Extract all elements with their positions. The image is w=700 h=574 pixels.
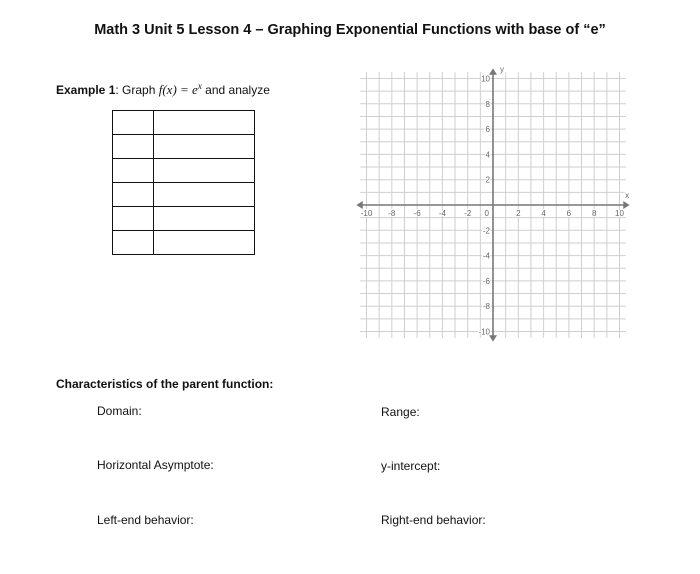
y-value-cell[interactable]: [154, 135, 255, 159]
x-value-cell[interactable]: [113, 159, 154, 183]
y-tick-label: -8: [482, 302, 490, 312]
x-tick-label: 10: [615, 209, 624, 218]
x-tick-label: 6: [566, 209, 572, 218]
table-row: [113, 231, 255, 255]
y-tick-label: -4: [482, 251, 490, 261]
table-row: [113, 207, 255, 231]
x-value-cell[interactable]: [113, 111, 154, 135]
function-exponent: x: [197, 81, 202, 91]
x-tick-label: -4: [438, 209, 446, 218]
example-prefix: : Graph: [115, 83, 159, 97]
xy-table: [112, 110, 255, 255]
example-suffix: and analyze: [201, 83, 270, 97]
horizontal-asymptote-label: Horizontal Asymptote:: [97, 458, 214, 472]
characteristics-heading: Characteristics of the parent function:: [56, 377, 274, 391]
y-axis-down-arrow-icon: [489, 335, 497, 341]
y-value-cell[interactable]: [154, 159, 255, 183]
y-tick-label: -6: [482, 276, 490, 286]
x-tick-label: 8: [591, 209, 597, 218]
table-row: [113, 159, 255, 183]
y-tick-label: 8: [485, 99, 490, 109]
x-axis-left-arrow-icon: [356, 201, 362, 209]
domain-label: Domain:: [97, 404, 142, 418]
x-value-cell[interactable]: [113, 207, 154, 231]
y-value-cell[interactable]: [154, 111, 255, 135]
page-title: Math 3 Unit 5 Lesson 4 – Graphing Exponential Functions with base of “e”: [94, 22, 606, 38]
table-row: [113, 183, 255, 207]
y-value-cell[interactable]: [154, 231, 255, 255]
example-label: Example 1: [56, 83, 116, 97]
x-axis-label: x: [625, 191, 630, 200]
table-row: [113, 135, 255, 159]
coordinate-grid[interactable]: [355, 65, 635, 345]
y-axis-up-arrow-icon: [489, 68, 497, 74]
y-intercept-label: y-intercept:: [381, 459, 441, 473]
x-tick-label: 0: [484, 209, 489, 218]
x-value-cell[interactable]: [113, 231, 154, 255]
x-tick-label: -10: [360, 209, 373, 218]
x-value-cell[interactable]: [113, 183, 154, 207]
x-tick-label: -8: [388, 209, 396, 218]
x-tick-label: 4: [541, 209, 546, 218]
y-tick-label: -2: [482, 226, 490, 236]
table-row: [113, 111, 255, 135]
x-tick-label: 2: [516, 209, 521, 218]
x-axis-right-arrow-icon: [623, 201, 629, 209]
example-1-prompt: [56, 81, 270, 98]
y-tick-label: 6: [485, 125, 490, 135]
x-tick-label: -2: [464, 209, 472, 218]
right-end-behavior-label: Right-end behavior:: [381, 513, 486, 527]
y-axis-label: y: [500, 65, 504, 75]
y-tick-label: 4: [485, 150, 490, 160]
range-label: Range:: [381, 405, 420, 419]
x-tick-label: -6: [413, 209, 421, 218]
y-value-cell[interactable]: [154, 183, 255, 207]
function-expression: f(x) = e: [158, 82, 198, 97]
x-value-cell[interactable]: [113, 135, 154, 159]
y-value-cell[interactable]: [154, 207, 255, 231]
y-tick-label: 10: [481, 74, 490, 84]
left-end-behavior-label: Left-end behavior:: [97, 513, 194, 527]
y-tick-label: -10: [478, 327, 490, 337]
y-tick-label: 2: [485, 175, 490, 185]
